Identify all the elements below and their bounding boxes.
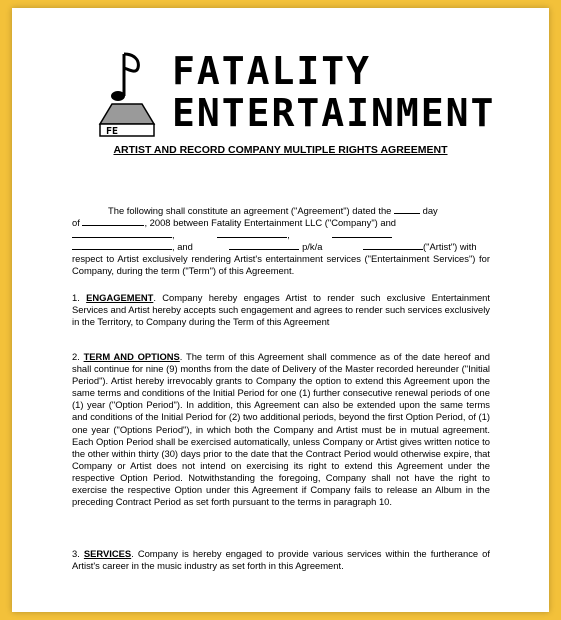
logo-wordmark: [172, 49, 496, 135]
intro-text: , and: [172, 241, 193, 253]
intro-text: The following shall constitute an agreement ("Agreement") dated the: [108, 205, 392, 216]
section-number: 2.: [72, 351, 80, 362]
section-number: 3.: [72, 548, 80, 559]
intro-text: ("Artist") with: [423, 241, 477, 253]
blank-month: [82, 217, 144, 226]
logo-badge: FE: [106, 126, 119, 137]
intro-text: respect to Artist exclusively rendering Artist's entertainment services ("Entertainment Services") for Company, during the term ("Term") of this Agreement.: [72, 253, 490, 277]
section-heading: TERM AND OPTIONS: [83, 351, 180, 362]
section-number: 1.: [72, 292, 80, 303]
document-title: ARTIST AND RECORD COMPANY MULTIPLE RIGHTS AGREEMENT: [113, 144, 448, 156]
logo-line-1: FATALITY: [172, 49, 372, 93]
section-engagement: [72, 292, 490, 328]
intro-text: ,: [287, 229, 290, 241]
document-page: [12, 8, 549, 612]
music-note-joystick-icon: [94, 46, 160, 138]
intro-text: ,: [172, 229, 175, 241]
logo-line-2: ENTERTAINMENT: [172, 91, 496, 135]
section-text: . Company hereby engages Artist to render such exclusive Entertainment Services and Artist hereby accepts such engagement and agrees to render such services exclusively in the Territory, to Company during the Term of this Agreement: [72, 292, 490, 328]
intro-text: , 2008 between Fatality Entertainment LLC ("Company") and: [144, 217, 397, 229]
section-services: [72, 548, 490, 572]
section-text: . The term of this Agreement shall commence as of the date hereof and shall continue for nine (9) months from the date of Delivery of the Master recorded hereunder ("Initial Period"). Artist hereby irrevocably grants to Company the option to extend this Agreement upon the same terms and conditions of the Initial Period for one (1) further consecutive renewal periods of one (1) year ("Option Period"). In addition, this Agreement can also be extended upon the same terms and conditions of the Initial Period for (2) two additional periods, beyond the first Option Period, of (1) one year ("Options Period"), in which both the Company and Artist must be in mutual agreement. Each Option Period shall be exercised automatically, unless Company or Artist gives written notice to the other within thirty (30) days prior to the date that the Contract Period would otherwise expire, that Company or Artist does not intend on exercising its right to extend this Agreement under the respective Option Period. Notwithstanding the foregoing, Company shall not have the right to exercise the respective Option under this Agreement if Company fails to release an Album in the preceding Contract Period as set forth pursuant to the terms in paragraph 10.: [72, 351, 490, 508]
section-text: . Company is hereby engaged to provide various services within the furtherance of Artist's career in the music industry as set forth in this Agreement.: [72, 548, 490, 572]
intro-text: day: [422, 205, 438, 216]
section-term-and-options: [72, 351, 490, 508]
blank-party-5: [229, 241, 299, 250]
blank-party-3: [332, 229, 392, 238]
blank-artist-name: [363, 241, 423, 250]
section-heading: ENGAGEMENT: [86, 292, 154, 303]
intro-text: of: [72, 217, 80, 229]
section-heading: SERVICES: [83, 548, 132, 559]
intro-paragraph: [72, 205, 490, 278]
intro-text: p/k/a: [302, 241, 323, 253]
company-logo: [94, 46, 504, 142]
blank-party-2: [217, 229, 287, 238]
blank-party-4: [72, 241, 172, 250]
blank-party-1: [72, 229, 172, 238]
blank-day: [394, 205, 420, 214]
